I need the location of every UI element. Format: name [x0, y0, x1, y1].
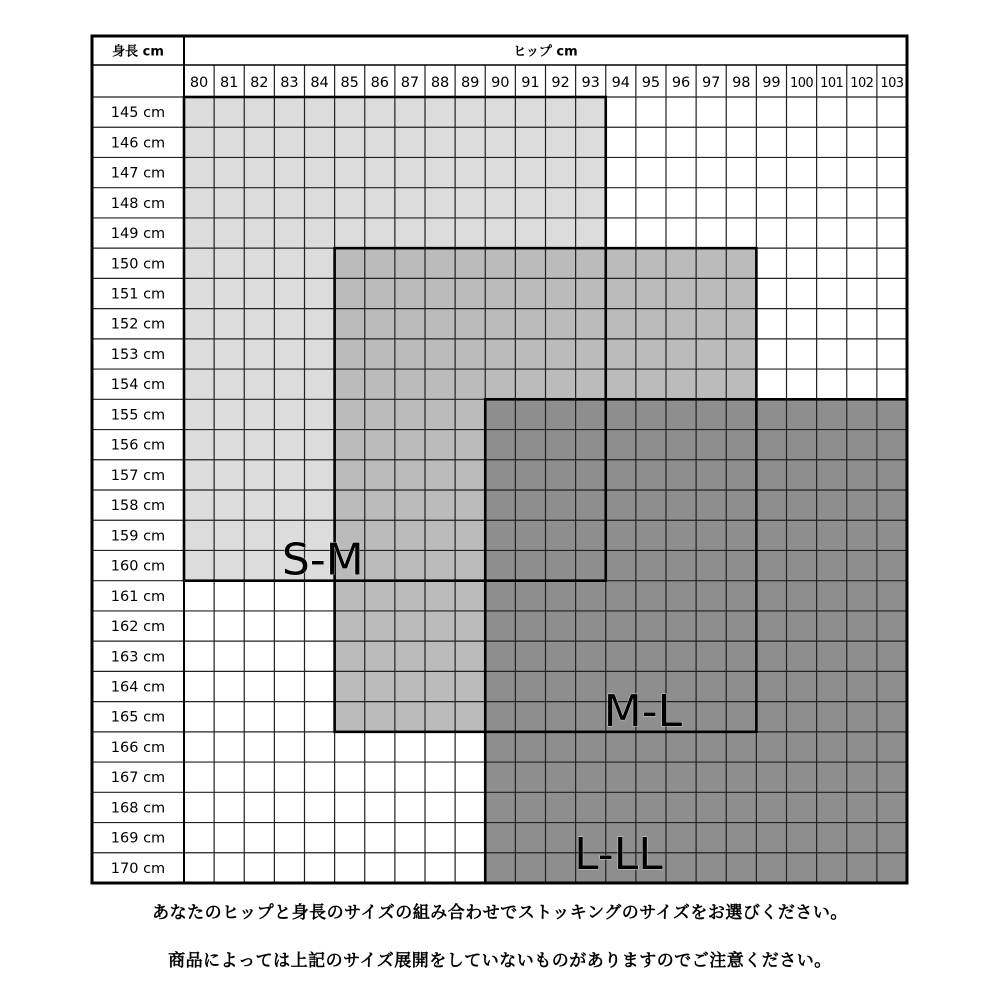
hip-col-label: 89	[460, 75, 480, 91]
hip-col-label: 92	[551, 75, 570, 91]
height-row-label: 157 cm	[110, 467, 166, 484]
height-row-label: 162 cm	[110, 619, 166, 636]
height-row-label: 158 cm	[110, 498, 166, 515]
hip-col-label: 103	[880, 76, 904, 91]
hip-col-label: 98	[732, 75, 751, 91]
height-row-label: 170 cm	[110, 860, 166, 877]
size-label-s-m: S-M	[281, 534, 364, 586]
hip-col-label: 83	[280, 75, 299, 91]
height-row-label: 155 cm	[110, 407, 166, 424]
hip-header-label: ヒップ cm	[513, 44, 578, 60]
hip-col-label: 102	[850, 76, 874, 91]
height-row-label: 166 cm	[110, 739, 166, 756]
hip-col-label: 99	[762, 75, 781, 91]
height-row-label: 149 cm	[110, 226, 166, 243]
hip-col-label: 82	[250, 75, 269, 91]
height-row-label: 154 cm	[110, 377, 166, 394]
hip-col-label: 100	[790, 76, 814, 91]
height-row-label: 153 cm	[110, 346, 166, 363]
hip-col-label: 87	[400, 75, 420, 91]
hip-col-label: 93	[581, 75, 600, 91]
height-row-label: 161 cm	[110, 588, 166, 605]
height-row-label: 148 cm	[110, 195, 166, 212]
height-row-label: 168 cm	[110, 800, 166, 817]
hip-col-label: 91	[521, 75, 540, 91]
hip-col-label: 84	[310, 75, 329, 91]
height-header-label: 身長 cm	[112, 44, 164, 60]
height-row-label: 150 cm	[110, 256, 166, 273]
hip-col-label: 81	[219, 75, 239, 91]
height-row-label: 146 cm	[110, 135, 166, 152]
hip-col-label: 80	[189, 75, 209, 91]
height-row-label: 152 cm	[110, 316, 166, 333]
height-row-label: 167 cm	[110, 770, 166, 787]
hip-col-label: 96	[671, 75, 691, 91]
caution-note: 商品によっては上記のサイズ展開をしていないものがありますのでご注意ください。	[168, 951, 832, 971]
hip-col-label: 101	[820, 76, 844, 91]
height-row-label: 147 cm	[110, 165, 166, 182]
height-row-label: 156 cm	[110, 437, 166, 454]
height-row-label: 163 cm	[110, 649, 166, 666]
height-row-label: 169 cm	[110, 830, 166, 847]
size-label-m-l: M-L	[603, 685, 683, 737]
height-row-label: 159 cm	[110, 528, 166, 545]
hip-col-label: 95	[641, 75, 661, 91]
instruction-note: あなたのヒップと身長のサイズの組み合わせでストッキングのサイズをお選びください。	[152, 903, 848, 923]
hip-col-label: 90	[491, 75, 510, 91]
height-row-label: 145 cm	[110, 105, 166, 122]
height-row-label: 151 cm	[110, 286, 166, 303]
hip-col-label: 97	[701, 75, 721, 91]
hip-col-label: 94	[611, 75, 631, 91]
size-label-l-ll: L-LL	[574, 829, 663, 880]
hip-col-label: 88	[430, 75, 450, 91]
height-row-label: 160 cm	[110, 558, 166, 575]
hip-col-label: 85	[340, 75, 359, 91]
hip-col-label: 86	[370, 75, 390, 91]
height-row-label: 164 cm	[110, 679, 166, 696]
height-row-label: 165 cm	[110, 709, 166, 726]
